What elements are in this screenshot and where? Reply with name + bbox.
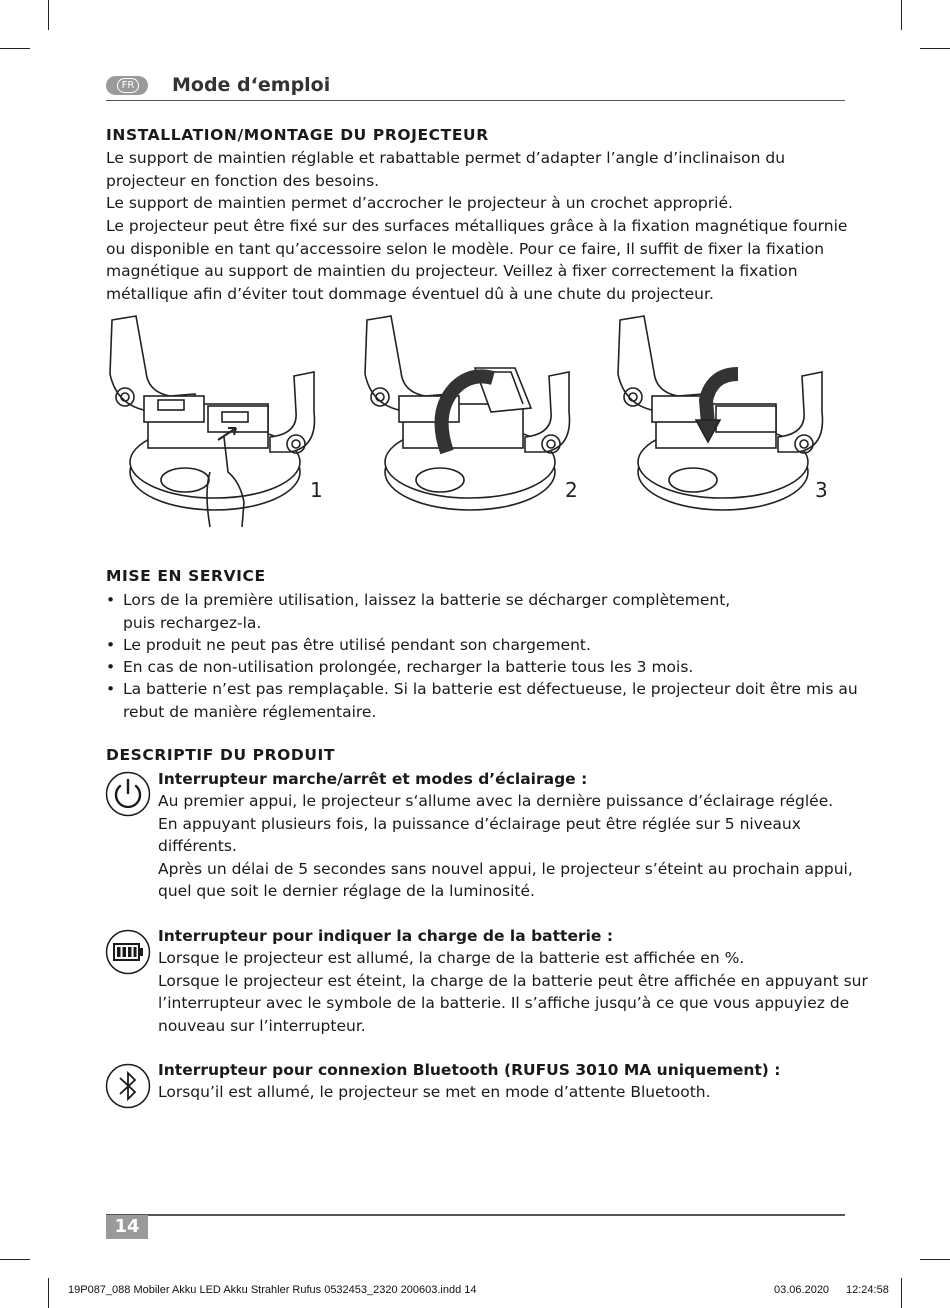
installation-line: magnétique au support de maintien du projecteur. Veillez à fixer correctement la fixation [106, 262, 798, 280]
list-item [106, 678, 858, 724]
bullet-text: rebut de manière réglementaire. [123, 702, 377, 721]
bluetooth-icon [105, 1063, 151, 1109]
feature-line: différents. [158, 837, 237, 855]
feature-title: Interrupteur pour indiquer la charge de la batterie : [158, 927, 614, 945]
crop-mark [920, 48, 950, 49]
figure-label: 3 [815, 478, 828, 502]
bullet: • [106, 658, 116, 676]
mount-illustration [355, 312, 595, 532]
feature-line: nouveau sur l’interrupteur. [158, 1017, 366, 1035]
print-date: 03.06.2020 [774, 1284, 830, 1296]
power-icon [105, 771, 151, 817]
feature-line: l’interrupteur avec le symbole de la batterie. Il s’affiche jusqu’à ce que vous appuyiez de [158, 994, 850, 1012]
bullet-text: En cas de non-utilisation prolongée, recharger la batterie tous les 3 mois. [123, 658, 694, 676]
feature-title: Interrupteur marche/arrêt et modes d’éclairage : [158, 770, 588, 788]
descriptif-heading: DESCRIPTIF DU PRODUIT [106, 746, 336, 764]
bullet-text: Lors de la première utilisation, laissez la batterie se décharger complètement, [123, 591, 731, 609]
feature-line: Lorsqu’il est allumé, le projecteur se met en mode d’attente Bluetooth. [158, 1083, 711, 1101]
installation-line: métallique afin d’éviter tout dommage éventuel dû à une chute du projecteur. [106, 285, 714, 303]
bullet: • [106, 680, 116, 698]
page-number: 14 [106, 1215, 148, 1239]
list-item [106, 634, 846, 657]
crop-mark [901, 0, 902, 30]
list-item [106, 656, 846, 679]
bullet-text: Le produit ne peut pas être utilisé pendant son chargement. [123, 636, 591, 654]
feature-line: En appuyant plusieurs fois, la puissance d’éclairage peut être réglée sur 5 niveaux [158, 815, 801, 833]
crop-mark [901, 1278, 902, 1308]
figure-label: 2 [565, 478, 578, 502]
feature-line: Lorsque le projecteur est allumé, la charge de la batterie est affichée en %. [158, 949, 745, 967]
crop-mark [0, 1259, 30, 1260]
language-badge [106, 76, 148, 95]
mise-en-service-heading: MISE EN SERVICE [106, 567, 266, 585]
crop-mark [48, 0, 49, 30]
list-item [106, 589, 846, 635]
installation-line: projecteur en fonction des besoins. [106, 172, 380, 190]
bullet: • [106, 636, 116, 654]
installation-line: Le projecteur peut être fixé sur des surfaces métalliques grâce à la fixation magnétique fournie [106, 217, 848, 235]
crop-mark [920, 1259, 950, 1260]
installation-line: Le support de maintien réglable et rabattable permet d’adapter l’angle d’inclinaison du [106, 149, 786, 167]
feature-title: Interrupteur pour connexion Bluetooth (RUFUS 3010 MA uniquement) : [158, 1061, 781, 1079]
figure-step-1 [100, 312, 340, 532]
battery-icon [105, 929, 151, 975]
installation-line: ou disponible en tant qu’accessoire selon le modèle. Pour ce faire, Il suffit de fixer la fixation [106, 240, 825, 258]
bullet-text: puis rechargez-la. [123, 613, 262, 632]
figure-step-2 [355, 312, 595, 532]
installation-line: Le support de maintien permet d’accrocher le projecteur à un crochet approprié. [106, 194, 733, 212]
print-file-info: 19P087_088 Mobiler Akku LED Akku Strahler Rufus 0532453_2320 200603.indd 14 [68, 1284, 477, 1296]
figure-step-3 [608, 312, 848, 532]
installation-heading: INSTALLATION/MONTAGE DU PROJECTEUR [106, 126, 489, 144]
figure-label: 1 [310, 478, 323, 502]
feature-line: quel que soit le dernier réglage de la luminosité. [158, 882, 535, 900]
crop-mark [0, 48, 30, 49]
mount-illustration [608, 312, 848, 532]
feature-line: Au premier appui, le projecteur s‘allume avec la dernière puissance d’éclairage réglée. [158, 792, 834, 810]
feature-line: Lorsque le projecteur est éteint, la charge de la batterie peut être affichée en appuyant sur [158, 972, 868, 990]
page-title: Mode d‘emploi [172, 74, 331, 96]
page-header [106, 74, 845, 101]
bullet: • [106, 591, 116, 609]
feature-line: Après un délai de 5 secondes sans nouvel appui, le projecteur s’éteint au prochain appui, [158, 860, 853, 878]
crop-mark [48, 1278, 49, 1308]
print-time: 12:24:58 [846, 1284, 889, 1296]
footer-rule [106, 1214, 845, 1216]
language-code: FR [117, 78, 139, 93]
mount-illustration [100, 312, 340, 532]
bullet-text: La batterie n’est pas remplaçable. Si la batterie est défectueuse, le projecteur doit être mis au [123, 680, 858, 698]
